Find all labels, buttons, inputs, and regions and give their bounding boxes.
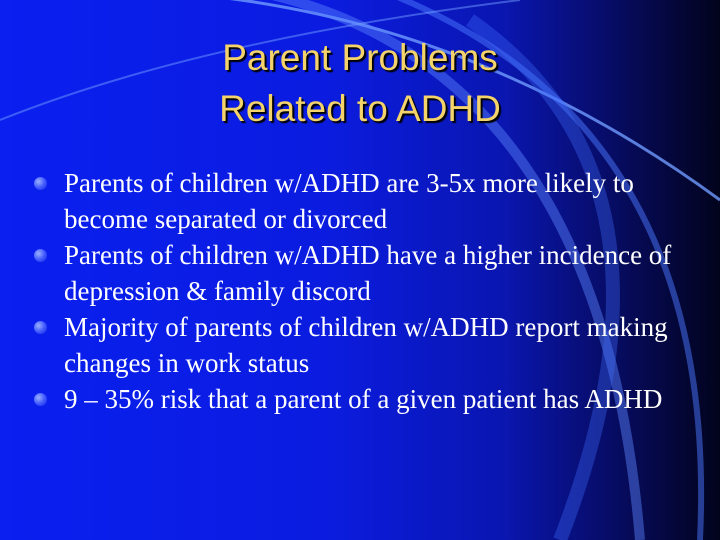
bullet-text: Parents of children w/ADHD are 3-5x more likely to become separated or divorced bbox=[64, 168, 634, 234]
bullet-dot-icon bbox=[34, 393, 47, 406]
bullet-item bbox=[34, 309, 694, 381]
bullet-item bbox=[34, 381, 694, 417]
bullet-text: Parents of children w/ADHD have a higher incidence of depression & family discord bbox=[64, 240, 672, 306]
bullet-list bbox=[34, 165, 694, 417]
bullet-dot-icon bbox=[34, 177, 47, 190]
bullet-item bbox=[34, 165, 694, 237]
bullet-dot-icon bbox=[34, 249, 47, 262]
bullet-item bbox=[34, 237, 694, 309]
slide-title-line-1: Parent Problems bbox=[222, 37, 498, 78]
bullet-text: Majority of parents of children w/ADHD report making changes in work status bbox=[64, 312, 668, 378]
slide-title bbox=[150, 32, 570, 134]
slide-title-line-2: Related to ADHD bbox=[219, 88, 501, 129]
bullet-dot-icon bbox=[34, 321, 47, 334]
bullet-text: 9 – 35% risk that a parent of a given patient has ADHD bbox=[64, 384, 663, 414]
